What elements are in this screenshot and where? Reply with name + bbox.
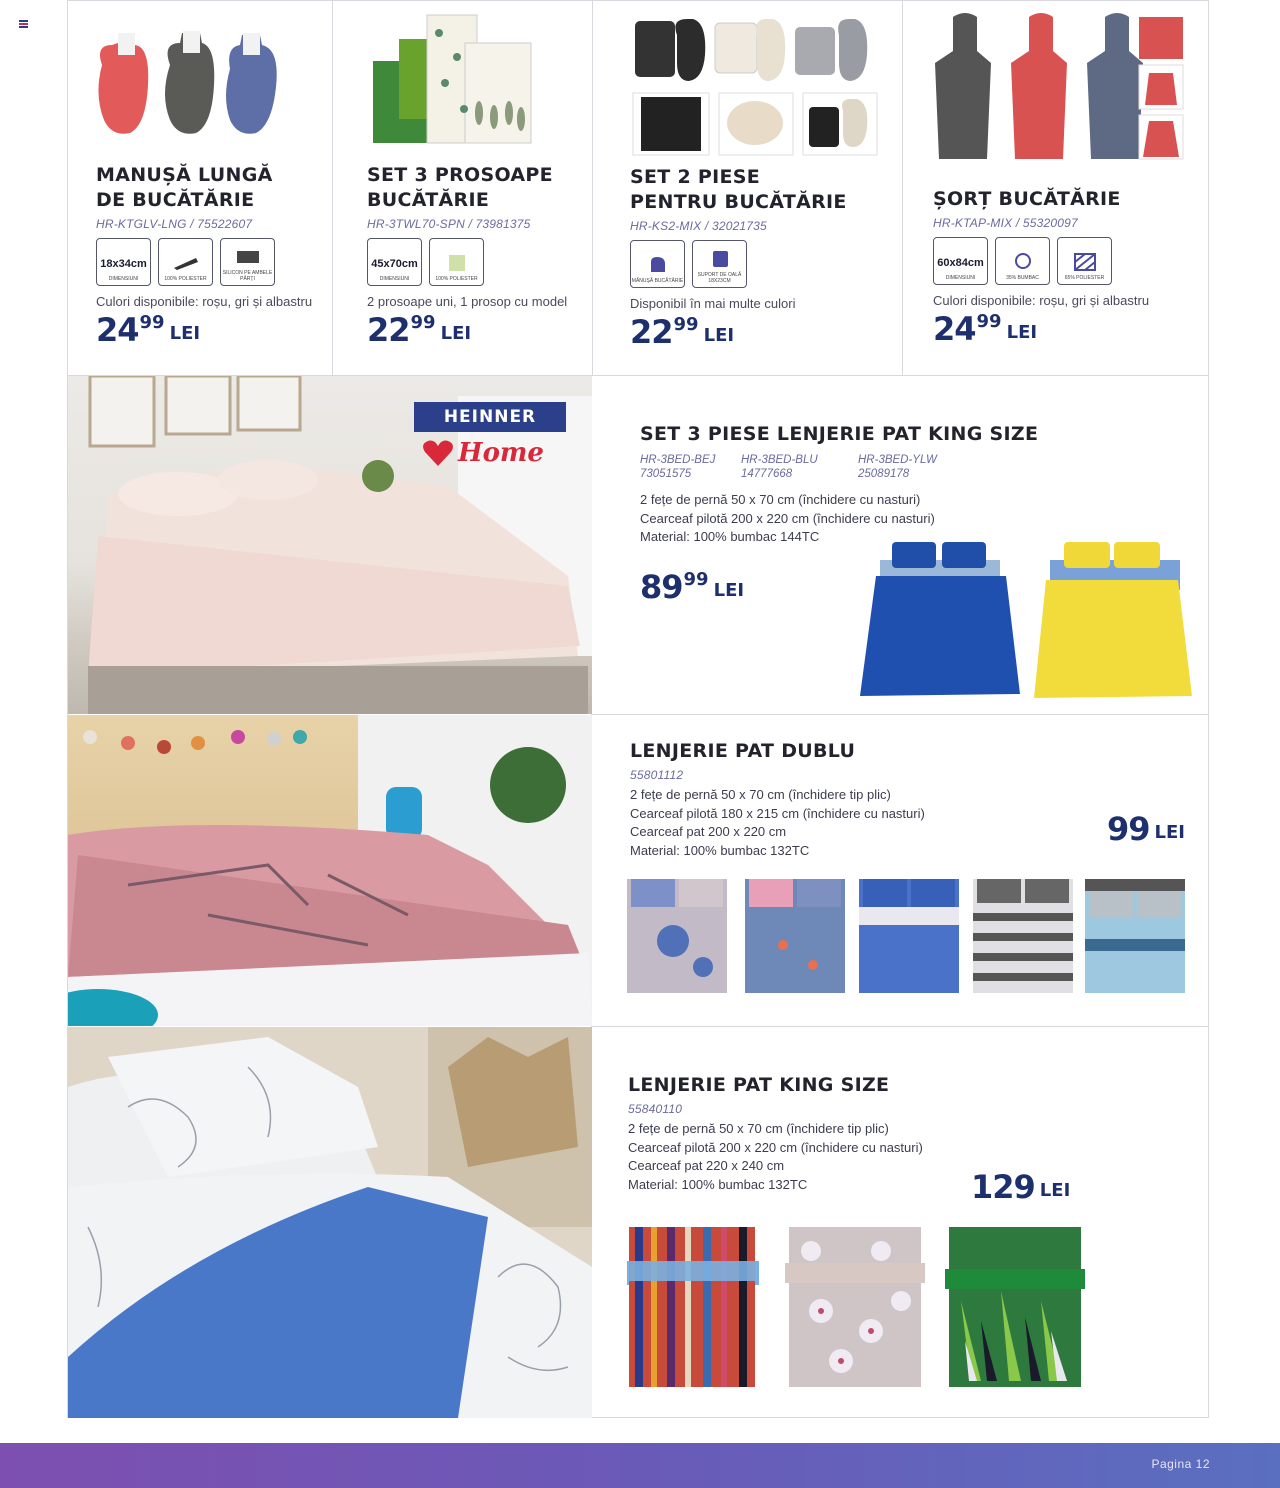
bed-illustration (68, 1027, 592, 1418)
footer-bar (0, 1443, 1280, 1488)
cotton-badge: 35% BUMBAC (995, 237, 1050, 285)
pot-holder-badge: SUPORT DE OALĂ 18X23CM (692, 240, 747, 288)
mitt-icon (643, 256, 673, 274)
product-code: HR-KTAP-MIX / 55320097 (933, 216, 1078, 230)
bedroom-photo-blue (68, 1027, 592, 1418)
price: 22 99 LEI (367, 311, 472, 349)
towels-image (369, 13, 539, 145)
product-code: HR-KS2-MIX / 32021735 (630, 219, 767, 233)
brand-sub-logo: Home (422, 438, 544, 468)
product-title: SET 3 PIESE LENJERIE PAT KING SIZE (640, 423, 1039, 445)
product-title: LENJERIE PAT DUBLU (630, 740, 856, 762)
product-title: SET 3 PROSOAPE BUCĂTĂRIE (367, 164, 553, 211)
bedding-variants-image (858, 536, 1198, 704)
fabric-icon (442, 254, 472, 272)
spec-list: 2 fețe de pernă 50 x 70 cm (închidere tip plic) Cearceaf pilotă 180 x 215 cm (închidere cu nasturi) Cearceaf pat 200 x 220 cm Material: 100% bumbac 132TC (630, 787, 925, 858)
polyester-badge: 65% POLIESTER (1057, 237, 1112, 285)
product-card-towels[interactable] (333, 1, 592, 375)
price: 24 99 LEI (96, 311, 201, 349)
price: 89 99 LEI (640, 567, 745, 606)
heart-icon (422, 438, 454, 468)
page-number: Pagina 12 (1151, 1457, 1210, 1471)
fabric-icon (171, 254, 201, 272)
product-code: 55801112 (630, 768, 684, 782)
price: 22 99 LEI (630, 313, 735, 351)
product-description: Culori disponibile: roșu, gri și albastru (96, 294, 313, 309)
product-title: LENJERIE PAT KING SIZE (628, 1074, 890, 1096)
king-bedding-variants-image (621, 1221, 1087, 1391)
oven-mitts-image (90, 25, 290, 140)
kitchen-set-image (631, 15, 881, 159)
product-description: Culori disponibile: roșu, gri și albastru (933, 293, 1150, 308)
product-card-apron[interactable] (903, 1, 1208, 375)
dimensions-badge: 45x70cm DIMENSIUNI (367, 238, 422, 286)
product-double[interactable] (593, 715, 1208, 1026)
spec-list: 2 fețe de pernă 50 x 70 cm (închidere cu nasturi) Cearceaf pilotă 200 x 220 cm (închidere cu nasturi) Material: 100% bumbac 144TC (640, 492, 935, 544)
product-code: HR-3TWL70-SPN / 73981375 (367, 217, 531, 231)
variant-codes: HR-3BED-BEJ 73051575 HR-3BED-BLU 14777668 HR-3BED-YLW 25089178 (640, 454, 937, 480)
product-card-kitchen-set[interactable] (593, 1, 902, 375)
polyester-badge: 100% POLIESTER (429, 238, 484, 286)
price: 129 LEI (971, 1168, 1071, 1206)
bedroom-photo-pink (68, 715, 592, 1026)
silicon-badge: SILICON PE AMBELE PĂRȚI (220, 238, 275, 286)
brand-logo: HEINNER (414, 402, 566, 432)
product-title: ȘORȚ BUCĂTĂRIE (933, 188, 1121, 210)
product-king[interactable] (593, 1027, 1208, 1418)
product-card-oven-mitt[interactable] (68, 1, 332, 375)
cotton-icon (1008, 253, 1038, 271)
divider (1208, 0, 1209, 1418)
product-title: MANUȘĂ LUNGĂ DE BUCĂTĂRIE (96, 164, 273, 211)
bed-illustration (68, 715, 592, 1026)
pot-holder-icon (705, 250, 735, 268)
silicon-icon (233, 248, 263, 266)
bedroom-photo-beige (68, 376, 592, 714)
fabric-icon (1070, 253, 1100, 271)
oven-mitt-badge: MĂNUȘĂ BUCĂTĂRIE (630, 240, 685, 288)
product-code: 55840110 (628, 1102, 683, 1116)
product-king-set[interactable] (593, 376, 1208, 714)
dimensions-badge: 18x34cm DIMENSIUNI (96, 238, 151, 286)
polyester-badge: 100% POLIESTER (158, 238, 213, 286)
menu-icon[interactable] (19, 20, 28, 27)
dimensions-badge: 60x84cm DIMENSIUNI (933, 237, 988, 285)
spec-list: 2 fețe de pernă 50 x 70 cm (închidere tip plic) Cearceaf pilotă 200 x 220 cm (închidere cu nasturi) Cearceaf pat 220 x 240 cm Material: 100% bumbac 132TC (628, 1121, 923, 1192)
aprons-image (933, 11, 1189, 165)
double-bedding-variants-image (623, 875, 1187, 999)
product-code: HR-KTGLV-LNG / 75522607 (96, 217, 253, 231)
product-title: SET 2 PIESE PENTRU BUCĂTĂRIE (630, 166, 847, 213)
price: 99 LEI (1107, 810, 1185, 848)
price: 24 99 LEI (933, 310, 1038, 348)
product-description: 2 prosoape uni, 1 prosop cu model (367, 294, 568, 309)
product-description: Disponibil în mai multe culori (630, 296, 796, 311)
